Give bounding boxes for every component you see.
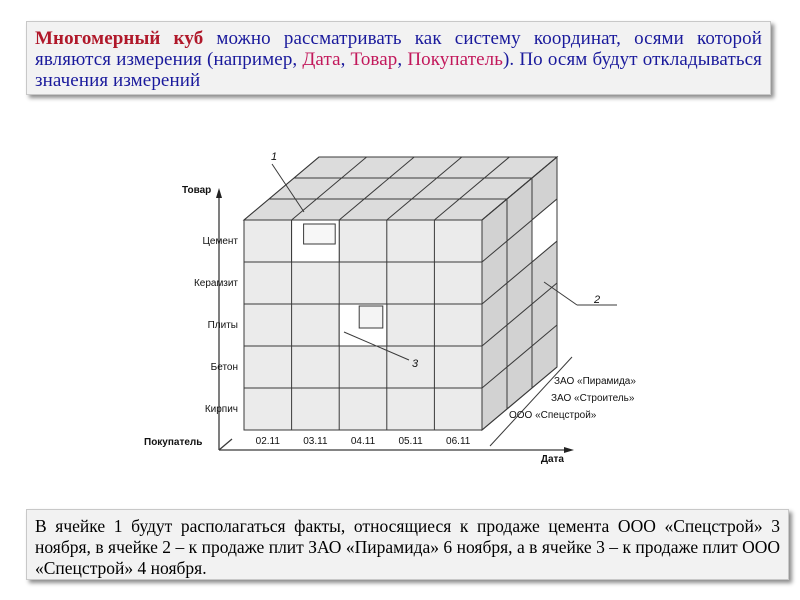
product-label: Плиты: [207, 320, 238, 331]
buyer-axis-stub: [219, 439, 232, 450]
product-label: Кирпич: [204, 404, 238, 415]
callout-3: 3: [412, 358, 419, 370]
date-label: 04.11: [350, 436, 376, 447]
intro-text-example-open: (например: [207, 49, 293, 70]
axis-label-buyer: Покупатель: [144, 437, 203, 448]
cube-grid: [244, 157, 557, 430]
date-label: 03.11: [303, 436, 328, 447]
dimension-date: Дата: [302, 49, 341, 70]
axis-label-date: Дата: [540, 454, 564, 465]
product-label: Керамзит: [193, 278, 238, 289]
cell-3-inner: [359, 306, 383, 328]
intro-text-main: можно рассматривать как систему координат, осями которой являются измерения: [35, 28, 762, 70]
buyer-label: ЗАО «Пирамида»: [554, 376, 636, 387]
term-multidimensional-cube: Многомерный куб: [35, 28, 204, 49]
product-label: Цемент: [202, 236, 238, 247]
buyer-label: ООО «Спецстрой»: [509, 410, 597, 421]
intro-text-comma: ,: [292, 49, 303, 70]
date-label: 02.11: [255, 436, 280, 447]
explanation-text-box: [26, 509, 789, 580]
callout-1: 1: [271, 151, 278, 163]
product-label: Бетон: [210, 362, 238, 373]
intro-text-sep-1: ,: [340, 49, 351, 70]
cell-1-inner: [304, 224, 336, 244]
dimension-buyer: Покупатель: [407, 49, 503, 70]
buyer-label: ЗАО «Строитель»: [551, 393, 635, 404]
date-axis-arrow: [564, 447, 574, 453]
date-label: 05.11: [398, 436, 423, 447]
intro-text-sep-2: ,: [397, 49, 408, 70]
product-axis-arrow: [216, 188, 222, 198]
axis-label-product: Товар: [182, 185, 212, 196]
callout-2: 2: [594, 294, 601, 306]
explanation-text: В ячейке 1 будут располагаться факты, относящиеся к продаже цемента ООО «Спецстрой» 3 ноября, в ячейке 2 – к продаже плит ЗАО «Пирамида» 6 ноября, а в ячейке 3 – к продаже плит ООО «Спецстрой» 4 ноября.: [35, 516, 780, 578]
date-label: 06.11: [446, 436, 471, 447]
intro-text-end: ). По осям будут откладываться значения измерений: [35, 49, 762, 91]
dimension-product: Товар: [350, 49, 398, 70]
